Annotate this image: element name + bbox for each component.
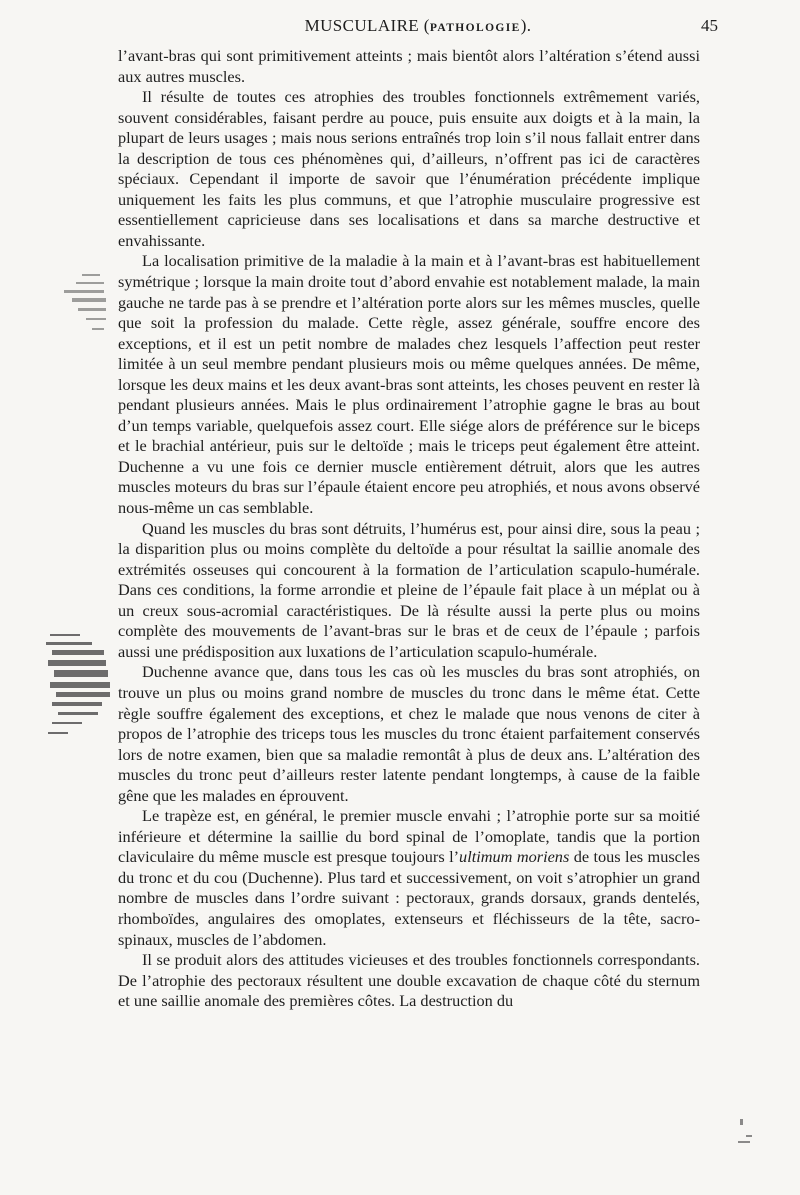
paragraph-2: Il résulte de toutes ces atrophies des troubles fonctionnels extrêmement variés, souvent considérables, faisant perdre au pouce, puis ensuite aux doigts et à la main, la plupart de leurs usages ; mais nous serions entraînés trop loin s’il nous fallait entrer dans la description de tous ces phénomènes qui, d’ailleurs, n’offrent pas ici de caractères spéciaux. Cependant il importe de savoir que l’énumération précédente implique uniquement les faits les plus communs, et que l’atrophie musculaire progressive est essentiellement capricieuse dans ses localisations et dans sa marche destructive et envahissante. <box>118 87 700 250</box>
paragraph-6 <box>118 806 700 950</box>
margin-smudge-lower <box>42 630 117 750</box>
running-title: MUSCULAIRE (PATHOLOGIE). <box>304 16 532 35</box>
margin-smudge-upper <box>42 268 117 348</box>
running-title-main: MUSCULAIRE <box>304 16 420 35</box>
paragraph-5: Duchenne avance que, dans tous les cas où les muscles du bras sont atrophiés, on trouve un plus ou moins grand nombre de muscles du tronc dans le même état. Cette règle souffre également des exceptions, et chez le malade que nous venons de citer à propos de l’atrophie des triceps tous les muscles du tronc étaient parfaitement conservés lors de notre examen, bien que sa maladie remontât à plus de deux ans. L’altération des muscles du tronc peut d’ailleurs rester latente pendant longtemps, à cause de la faible gêne que les malades en éprouvent. <box>118 662 700 805</box>
running-title-sub: PATHOLOGIE <box>429 22 521 34</box>
body-text <box>118 46 700 1012</box>
paragraph-4: Quand les muscles du bras sont détruits, l’humérus est, pour ainsi dire, sous la peau ; la disparition plus ou moins complète du deltoïde a pour résultat la saillie anomale des extrémités osseuses qui concourent à la formation de l’articulation scapulo-humérale. Dans ces conditions, la forme arrondie et pleine de l’épaule fait place à un méplat ou à un creux sous-acromial caractéristiques. De là résulte aussi la perte plus ou moins complète des mouvements de l’avant-bras sur le bras et de ceux de l’épaule ; parfois aussi une prédisposition aux luxations de l’articulation scapulo-humérale. <box>118 518 700 661</box>
page-header <box>118 16 718 40</box>
paragraph-1: l’avant-bras qui sont primitivement atteints ; mais bientôt alors l’altération s’étend aussi aux autres muscles. <box>118 46 700 86</box>
paragraph-7: Il se produit alors des attitudes vicieuses et des troubles fonctionnels correspondants. De l’atrophie des pectoraux résultent une double excavation de chaque côté du sternum et une saillie anomale des premières côtes. La destruction du <box>118 950 700 1011</box>
paragraph-6-text-before: Le trapèze est, en général, le premier muscle envahi ; l’atrophie porte sur sa moitié inférieure et détermine la saillie du bord spinal de l’omoplate, tandis que la portion claviculaire du même muscle est presque toujours l’ <box>118 806 700 867</box>
paragraph-6-text-after: de tous les muscles du tronc et du cou (Duchenne). Plus tard et successivement, on voit s’atrophier un grand nombre de muscles dans l’ordre suivant : pectoraux, grands dorsaux, grands dentelés, rhomboïdes, angulaires des omoplates, extenseurs et fléchisseurs de la tête, sacro-spinaux, muscles de l’abdomen. <box>118 847 700 949</box>
paragraph-3: La localisation primitive de la maladie à la main et à l’avant-bras est habituellement symétrique ; lorsque la main droite tout d’abord envahie est notablement malade, la main gauche ne tarde pas à se prendre et l’altération porte alors sur les mêmes muscles, quelle que soit la profession du malade. Cette règle, assez générale, souffre encore des exceptions, et il est un petit nombre de malades chez lesquels l’affection peut rester limitée à un seul membre pendant plusieurs mois ou même quelques années. De même, lorsque les deux mains et les deux avant-bras sont atteints, les choses peuvent en rester là pendant plusieurs années. Mais le plus ordinairement l’atrophie gagne le bras au bout d’un temps variable, quelquefois assez court. Elle siége alors de préférence sur le biceps et le brachial antérieur, puis sur le deltoïde ; mais le triceps peut également être atteint. Duchenne a vu une fois ce dernier muscle entièrement détruit, alors que les autres muscles moteurs du bras sur l’épaule étaient encore peu atrophiés, et nous avons observé nous-même un cas semblable. <box>118 251 700 518</box>
paragraph-6-italic: ultimum moriens <box>459 847 570 867</box>
corner-speck <box>736 1117 760 1151</box>
page-number: 45 <box>701 16 718 35</box>
